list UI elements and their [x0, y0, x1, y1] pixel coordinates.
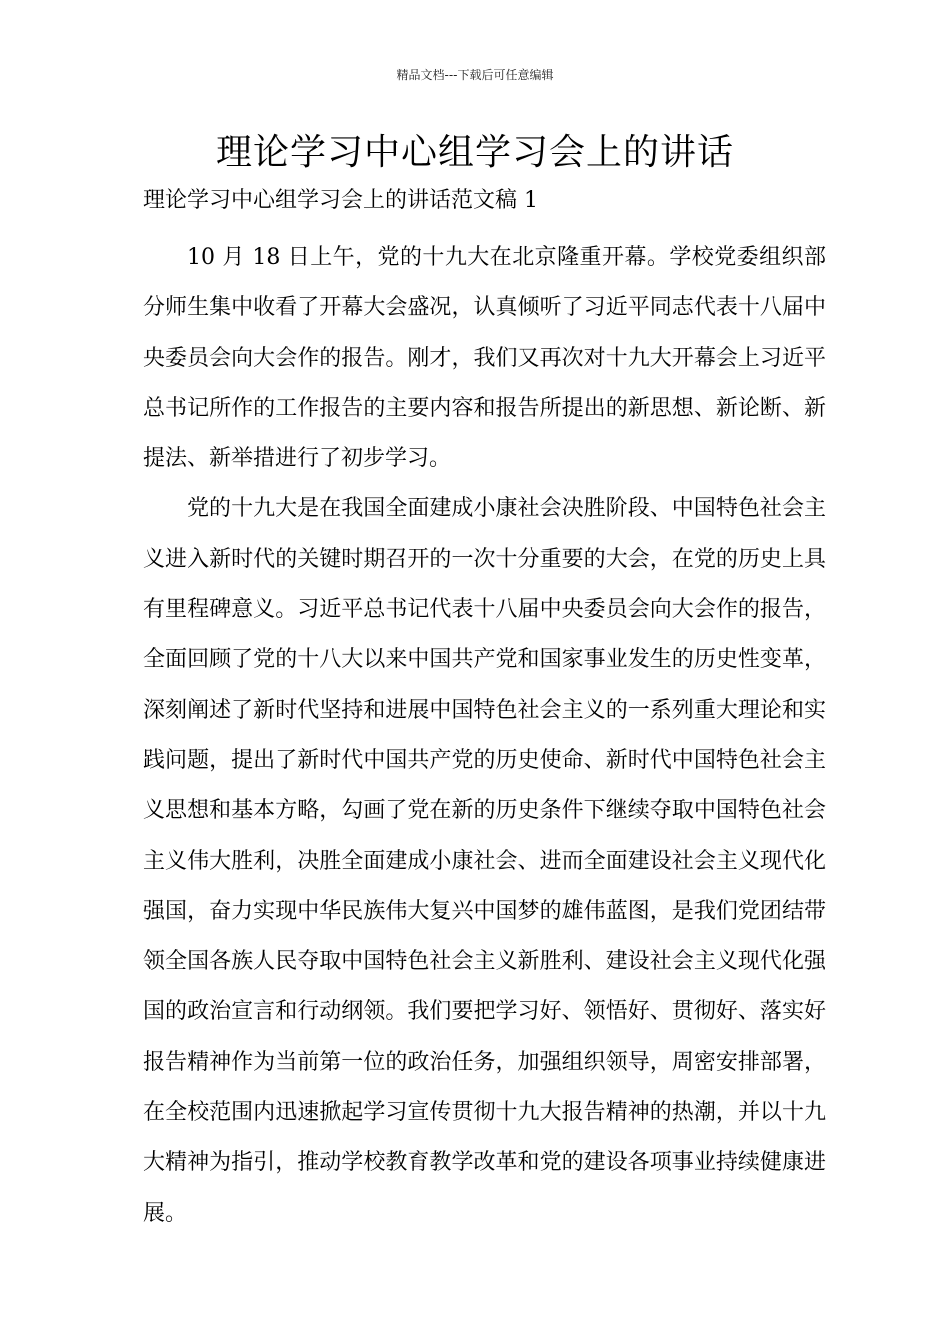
- document-title: 理论学习中心组学习会上的讲话: [215, 132, 734, 173]
- header-note: 精品文档---下载后可任意编辑: [396, 68, 554, 82]
- document-subtitle: 理论学习中心组学习会上的讲话范文稿 1: [143, 188, 538, 213]
- paragraph: 党的十九大是在我国全面建成小康社会决胜阶段、中国特色社会主义进入新时代的关键时期召开的一次十分重要的大会，在党的历史上具有里程碑意义。习近平总书记代表十八届中央委员会向大会作的报告，全面回顾了党的十八大以来中国共产党和国家事业发生的历史性变革，深刻阐述了新时代坚持和进展中国特色社会主义的一系列重大理论和实践问题，提出了新时代中国共产党的历史使命、新时代中国特色社会主义思想和基本方略，勾画了党在新的历史条件下继续夺取中国特色社会主义伟大胜利，决胜全面建成小康社会、进而全面建设社会主义现代化强国，奋力实现中华民族伟大复兴中国梦的雄伟蓝图，是我们党团结带领全国各族人民夺取中国特色社会主义新胜利、建设社会主义现代化强国的政治宣言和行动纲领。我们要把学习好、领悟好、贯彻好、落实好报告精神作为当前第一位的政治任务，加强组织领导，周密安排部署，在全校范围内迅速掀起学习宣传贯彻十九大报告精神的热潮，并以十九大精神为指引，推动学校教育教学改革和党的建设各项事业持续健康进展。: [143, 496, 826, 1226]
- document-body: [143, 233, 826, 1239]
- paragraph: 10 月 18 日上午，党的十九大在北京隆重开幕。学校党委组织部分师生集中收看了开幕大会盛况，认真倾听了习近平同志代表十八届中央委员会向大会作的报告。刚才，我们又再次对十九大开幕会上习近平总书记所作的工作报告的主要内容和报告所提出的新思想、新论断、新提法、新举措进行了初步学习。: [143, 245, 826, 472]
